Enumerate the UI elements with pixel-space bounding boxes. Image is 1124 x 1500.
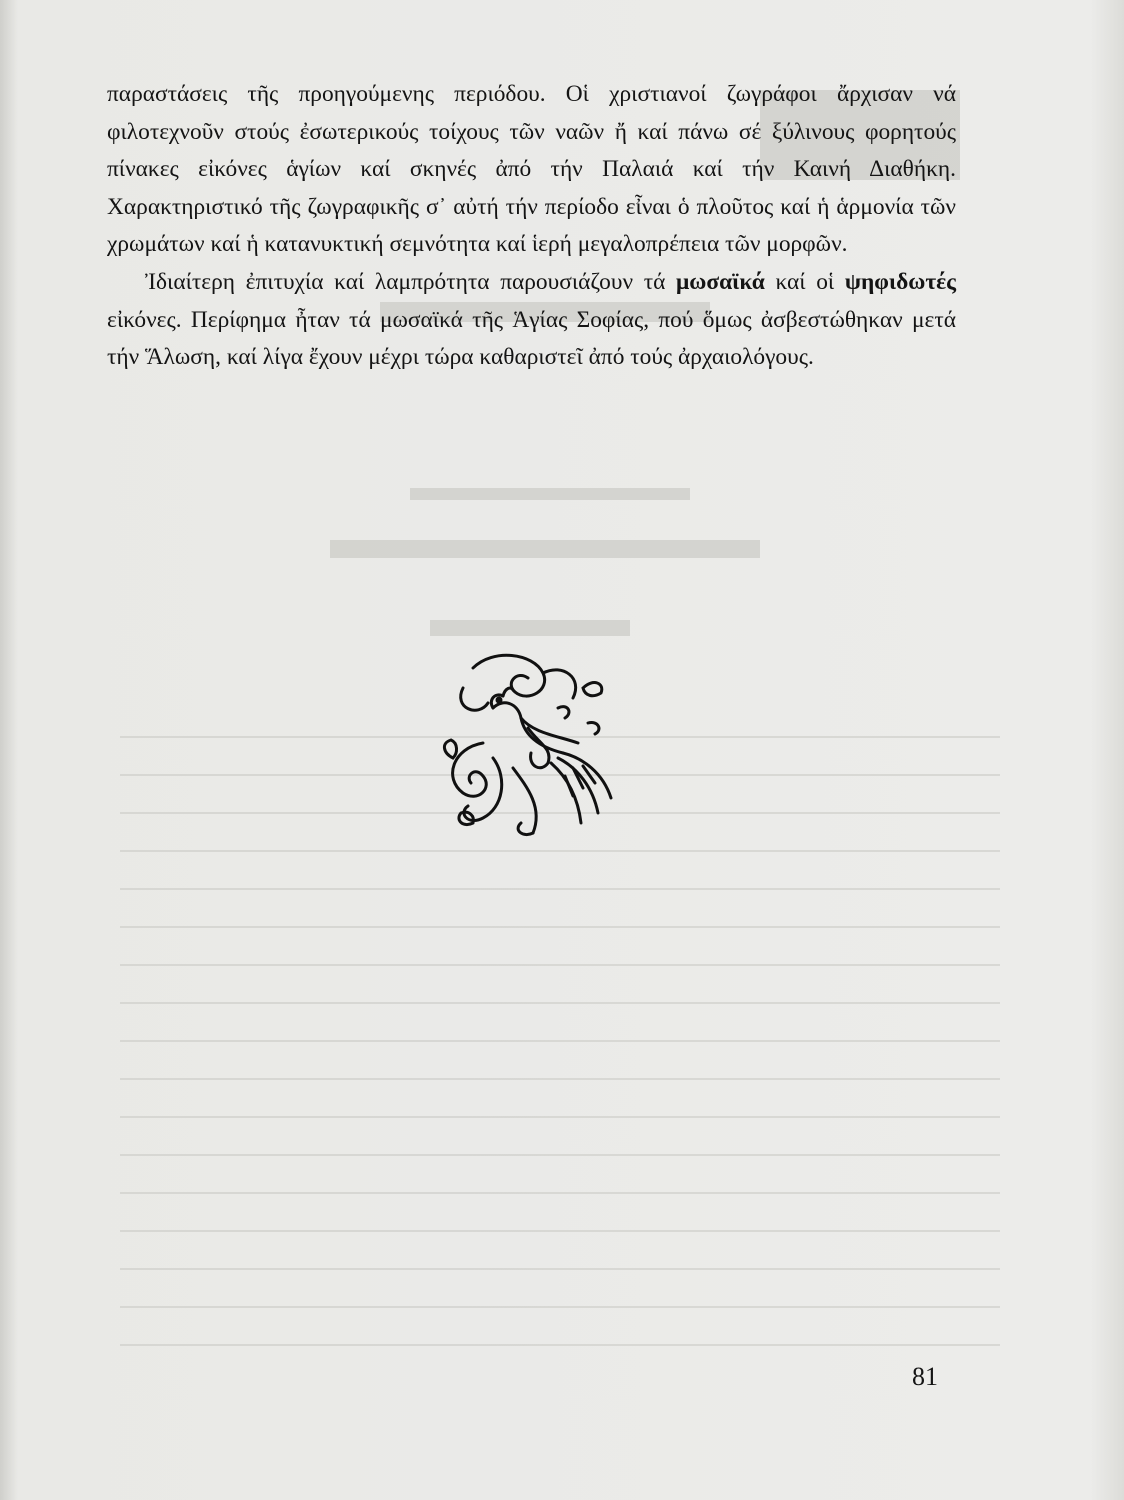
term-mosaics: μωσαϊκά [676, 268, 765, 295]
body-text [107, 76, 956, 377]
bleed-through-bar [330, 540, 760, 558]
term-mosaic-icons: ψηφιδωτές [844, 268, 956, 295]
paragraph-2-text-a: Ἰδιαίτερη ἐπιτυχία καί λαμπρότητα παρουσιάζουν τά [145, 268, 677, 295]
page-number: 81 [912, 1362, 938, 1391]
paragraph-1-text: παραστάσεις τῆς προηγούμενης περιόδου. Οἱ χριστιανοί ζωγράφοι ἄρχισαν νά φιλοτεχνοῦν στούς ἐσωτερικούς τοίχους τῶν ναῶν ἤ καί πάνω σέ ξύλινους φορητούς πίνακες εἰκόνες ἁγίων καί σκηνές ἀπό τήν Παλαιά καί τήν Καινή Διαθήκη. Χαρακτηριστικό τῆς ζωγραφικῆς σ᾽ αὐτή τήν περίοδο εἶναι ὁ πλοῦτος καί ἡ ἁρμονία τῶν χρωμάτων καί ἡ κατανυκτική σεμνότητα καί ἱερή μεγαλοπρέπεια τῶν μορφῶν. [107, 81, 956, 258]
paragraph-2-text-c: εἰκόνες. Περίφημα ἦταν τά μωσαϊκά τῆς Ἁγίας Σοφίας, πού ὅμως ἀσβεστώθηκαν μετά τήν Ἅλωση, καί λίγα ἔχουν μέχρι τώρα καθαριστεῖ ἀπό τούς ἀρχαιολόγους. [107, 306, 956, 371]
paragraph-2 [107, 264, 956, 377]
bleed-through-bar [430, 620, 630, 636]
bleed-through-bar [410, 488, 690, 500]
paragraph-2-text-b: καί οἱ [764, 268, 845, 295]
floral-bird-ornament-icon [433, 648, 623, 843]
paragraph-1 [107, 76, 956, 264]
